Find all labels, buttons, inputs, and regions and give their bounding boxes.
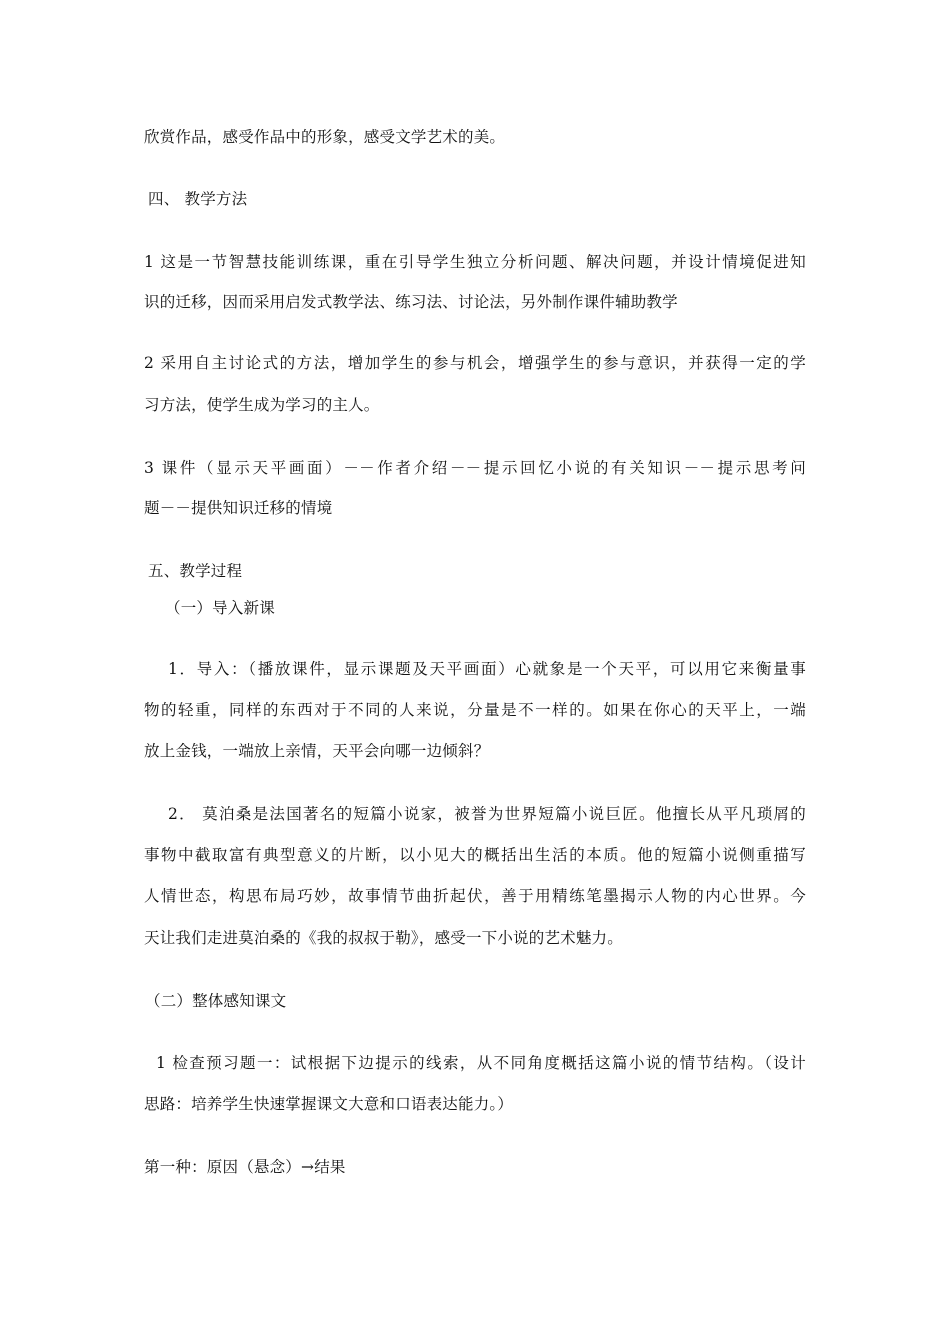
- paragraph-line: 习方法，使学生成为学习的主人。: [144, 396, 380, 414]
- paragraph-line: 事物中截取富有典型意义的片断，以小见大的概括出生活的本质。他的短篇小说侧重描写: [144, 846, 806, 864]
- paragraph-line: 2． 莫泊桑是法国著名的短篇小说家，被誉为世界短篇小说巨匠。他擅长从平凡琐屑的: [168, 805, 806, 823]
- paragraph-line: 3 课件（显示天平画面）－－作者介绍－－提示回忆小说的有关知识－－提示思考问: [144, 459, 806, 477]
- section-heading-teaching-methods: 四、 教学方法: [148, 190, 248, 208]
- paragraph-line: 2 采用自主讨论式的方法，增加学生的参与机会，增强学生的参与意识，并获得一定的学: [144, 354, 806, 372]
- paragraph-line: 人情世态，构思布局巧妙，故事情节曲折起伏，善于用精练笔墨揭示人物的内心世界。今: [144, 887, 806, 905]
- paragraph-line: 天让我们走进莫泊桑的《我的叔叔于勒》，感受一下小说的艺术魅力。: [144, 929, 623, 947]
- paragraph-line: 第一种：原因（悬念）→结果: [144, 1158, 346, 1176]
- paragraph-line: 物的轻重，同样的东西对于不同的人来说，分量是不一样的。如果在你心的天平上，一端: [144, 701, 806, 719]
- paragraph-line: 1．导入：（播放课件，显示课题及天平画面）心就象是一个天平，可以用它来衡量事: [168, 660, 806, 678]
- subsection-heading-intro: （一）导入新课: [165, 599, 275, 617]
- paragraph-line: 识的迁移，因而采用启发式教学法、练习法、讨论法，另外制作课件辅助教学: [144, 293, 678, 311]
- paragraph-line: 1 检查预习题一：试根据下边提示的线索，从不同角度概括这篇小说的情节结构。（设计: [156, 1054, 806, 1072]
- paragraph-line: 欣赏作品，感受作品中的形象，感受文学艺术的美。: [144, 128, 506, 146]
- subsection-heading-overall-perception: （二）整体感知课文: [145, 992, 287, 1010]
- paragraph-line: 1 这是一节智慧技能训练课，重在引导学生独立分析问题、解决问题，并设计情境促进知: [144, 253, 806, 271]
- section-heading-teaching-process: 五、教学过程: [148, 562, 243, 580]
- paragraph-line: 思路：培养学生快速掌握课文大意和口语表达能力。）: [144, 1095, 514, 1113]
- paragraph-line: 题－－提供知识迁移的情境: [144, 499, 333, 517]
- paragraph-line: 放上金钱，一端放上亲情，天平会向哪一边倾斜？: [144, 742, 490, 760]
